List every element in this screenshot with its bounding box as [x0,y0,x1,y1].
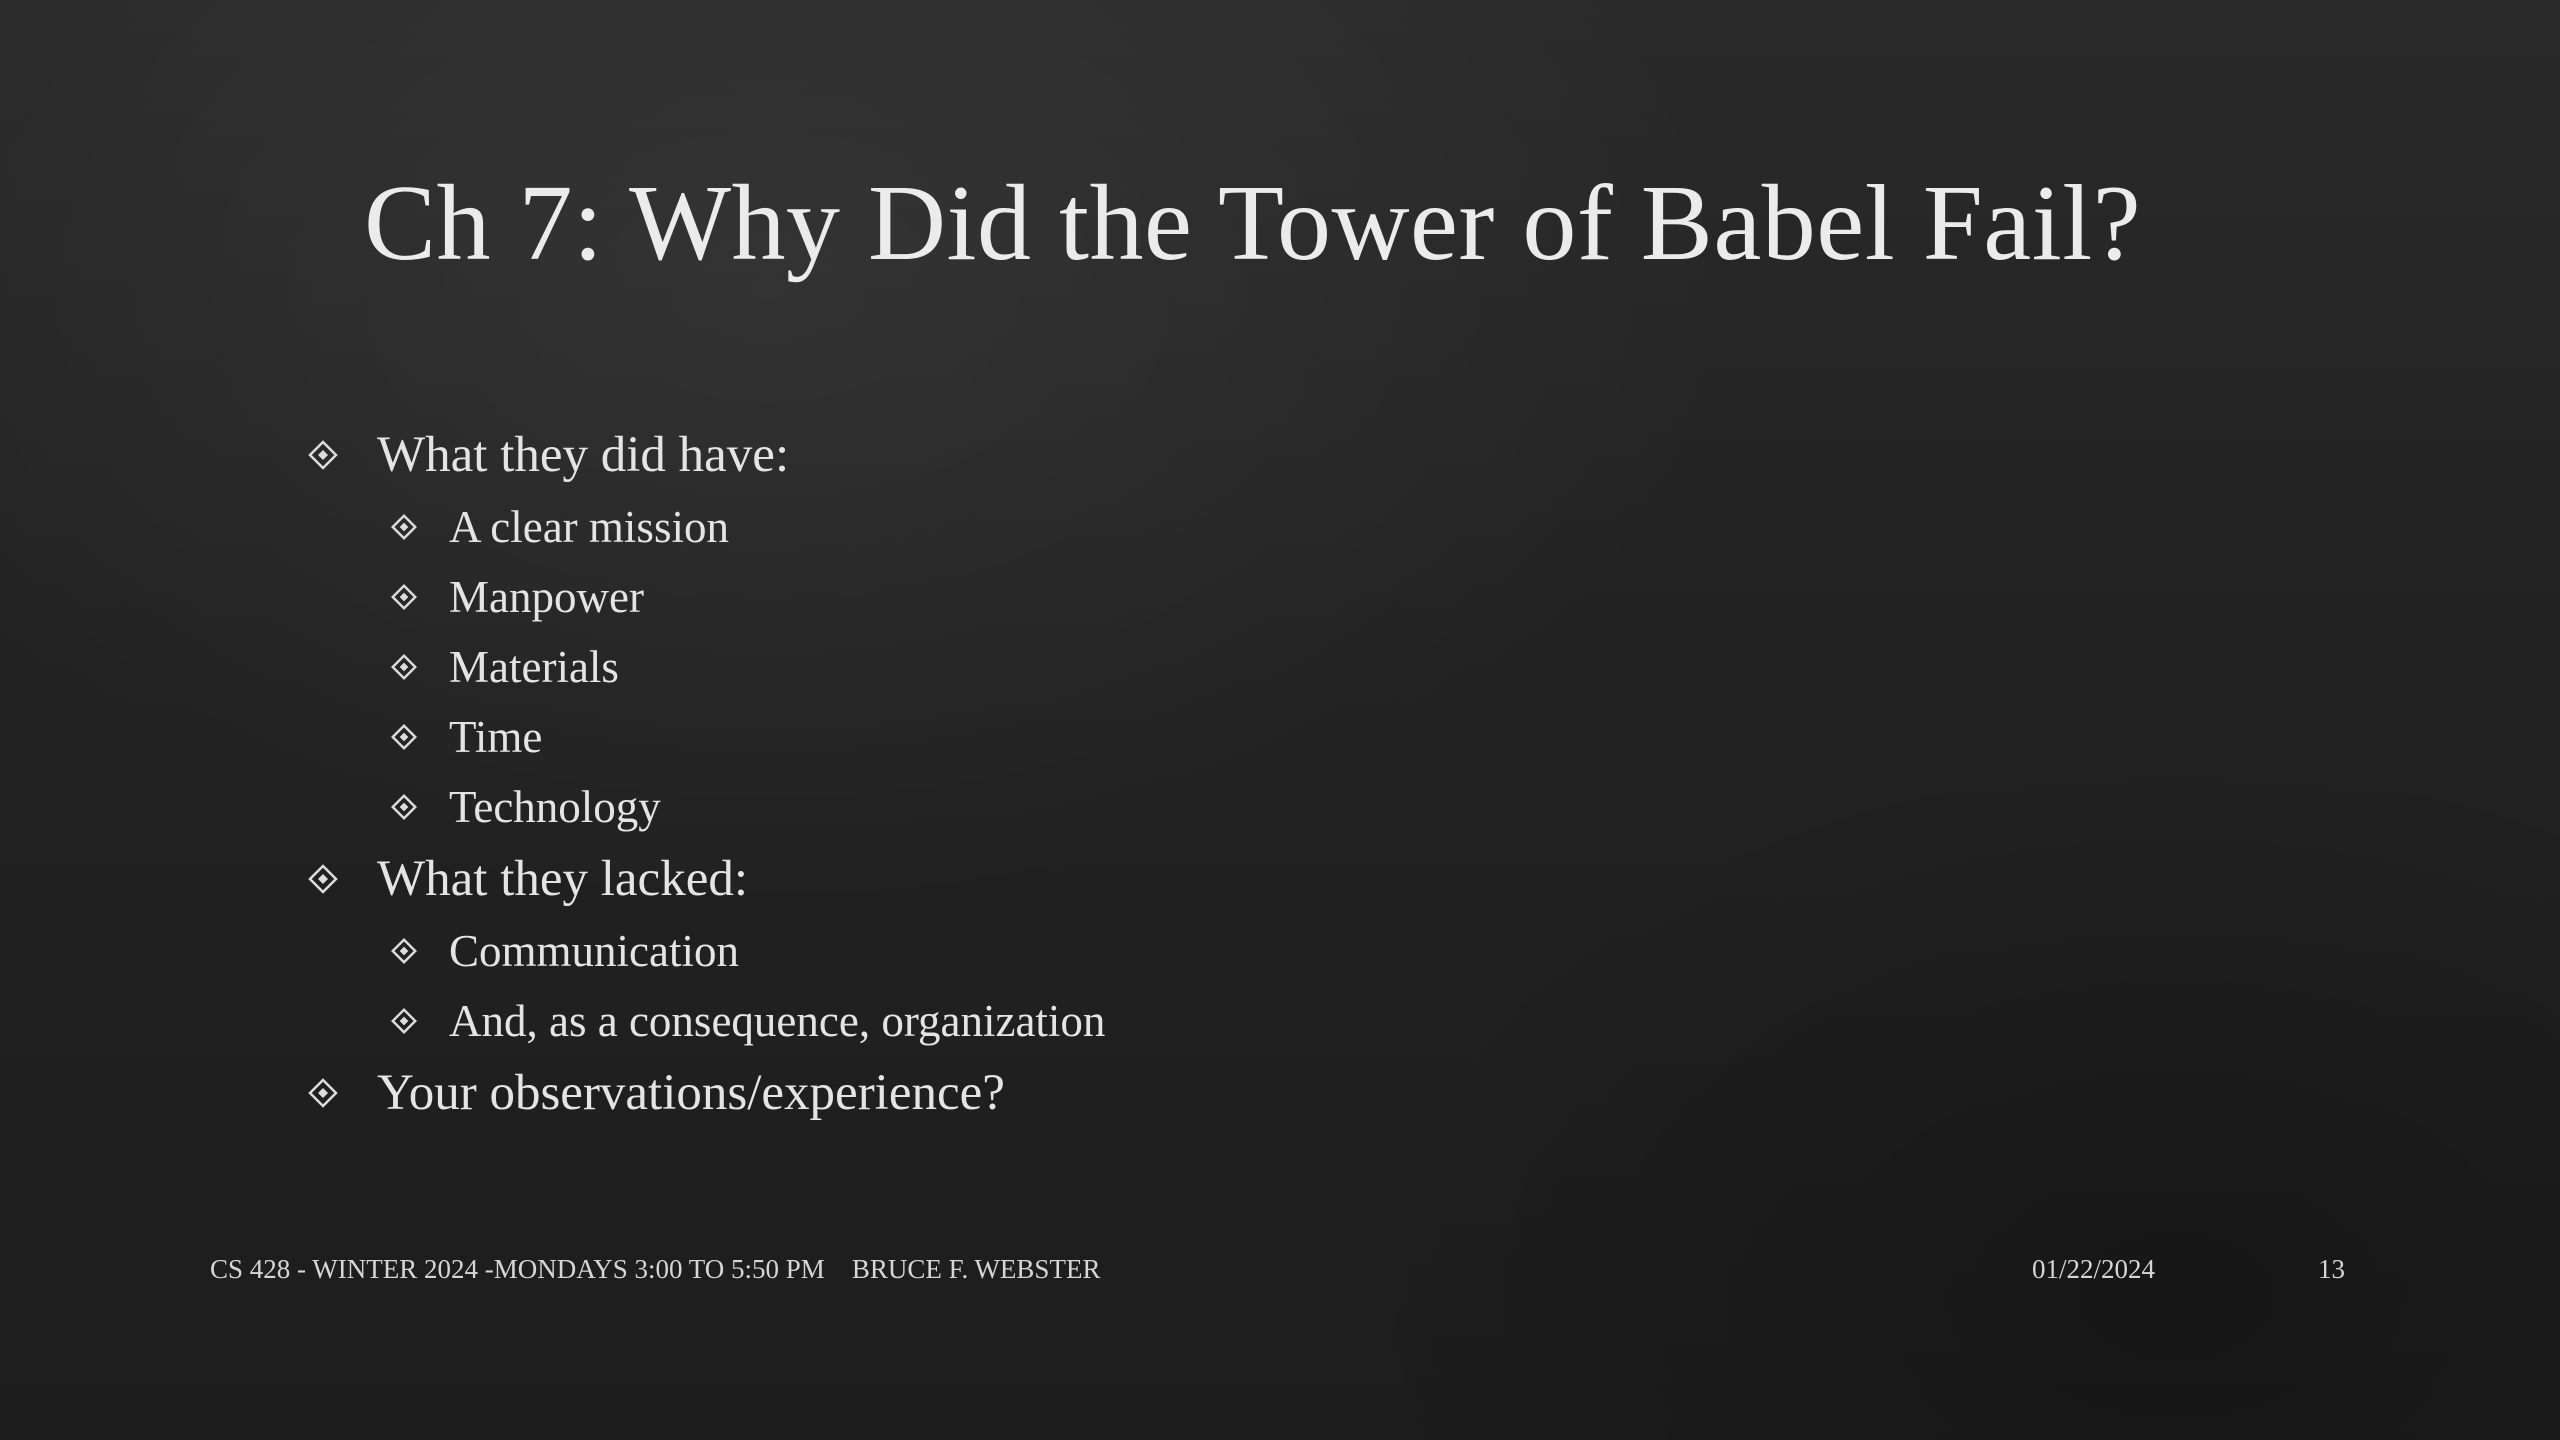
bullet-item-organization [305,986,2105,1056]
bullet-item-what-they-lacked [305,842,2105,916]
bullet-text: Technology [449,782,661,832]
diamond-bullet-icon [305,861,341,897]
bullet-text: Your observations/experience? [377,1065,1005,1121]
bullet-item-what-they-did-have [305,418,2105,492]
diamond-bullet-icon [389,936,419,966]
bullet-text: A clear mission [449,502,729,552]
bullet-text: Time [449,712,543,762]
bullet-item-your-observations [305,1056,2105,1130]
bullet-item-clear-mission [305,492,2105,562]
bullet-text: What they lacked: [377,851,748,907]
bullet-item-communication [305,916,2105,986]
diamond-bullet-icon [389,1006,419,1036]
diamond-bullet-icon [389,792,419,822]
bullet-item-materials [305,632,2105,702]
slide-title: Ch 7: Why Did the Tower of Babel Fail? [364,164,2142,283]
bullet-text: Communication [449,926,739,976]
bullet-text: Materials [449,642,619,692]
bullet-text: And, as a consequence, organization [449,996,1106,1046]
bullet-list [305,418,2105,1130]
diamond-bullet-icon [389,722,419,752]
bullet-item-time [305,702,2105,772]
diamond-bullet-icon [389,512,419,542]
slide-number: 13 [2318,1254,2345,1284]
diamond-bullet-icon [305,1075,341,1111]
bullet-item-manpower [305,562,2105,632]
footer-date: 01/22/2024 [2032,1254,2156,1284]
footer-course-info: CS 428 - WINTER 2024 -MONDAYS 3:00 TO 5:50 PM BRUCE F. WEBSTER [210,1254,1101,1284]
bullet-item-technology [305,772,2105,842]
diamond-bullet-icon [389,582,419,612]
diamond-bullet-icon [389,652,419,682]
bullet-text: Manpower [449,572,644,622]
bullet-text: What they did have: [377,427,790,483]
diamond-bullet-icon [305,437,341,473]
